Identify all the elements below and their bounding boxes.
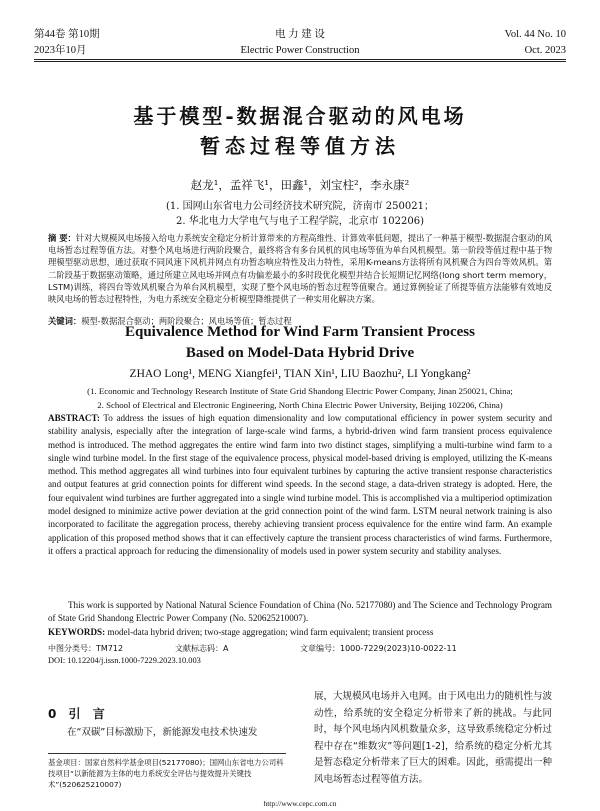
- header-journal-cn: 电 力 建 设: [275, 29, 325, 40]
- affiliation-en-2: 2. School of Electrical and Electronic Engineering, North China Electric Power University, Beijing 102206, China): [97, 400, 503, 410]
- header-journal-en: Electric Power Construction: [240, 45, 360, 56]
- header-volume-en: Vol. 44 No. 10: [504, 29, 566, 40]
- body-left-paragraph: 在“双碳”目标激励下，新能源发电技术快速发: [67, 727, 258, 738]
- header-volume-cn: 第44卷 第10期: [34, 29, 100, 40]
- keywords-en-text: model-data hybrid driven; two-stage aggregation; wind farm equivalent; transient process: [105, 627, 434, 637]
- abstract-en-text: To address the issues of high equation dimensionality and low computational efficiency in power system security and stability analysis, especially after the integration of large-scale wind farms, a hybrid-driven wind farm transient process equivalence method is introduced. The method aggregates the entire wind farm into two distinct stages, simplifying a multi-turbine wind farm to a single wind turbine model. In the first stage of the equivalence process, physical model-based driving is employed, utilizing the K-means method. This method aggregates all wind turbines into four equivalent turbines by capturing the active transient response characteristics and output features at grid connection points for different wind speeds. In the second stage, a data-driven strategy is adopted. Here, the four equivalent wind turbines are further aggregated into a single wind turbine model. This is accomplished via a multiperiod optimization model designed to minimize active power deviation at the grid connection point of the wind farm. LSTM neural network training is also incorporated to facilitate the aggregation process, thereby achieving transient process equivalence for the entire wind farm. An example application of this proposed method shows that it can effectively capture the transient process characteristics of wind farms. Furthermore, it offers a practical approach for reducing the dimensionality of models used in power system security and stability analyses.: [48, 413, 552, 556]
- authors-cn: 赵龙¹，孟祥飞¹，田鑫¹，刘宝柱²，李永康²: [190, 178, 410, 192]
- title-cn-line2: 暂态过程等值方法: [200, 134, 400, 158]
- abstract-cn: [48, 232, 552, 305]
- journal-website: http://www.cepc.com.cn: [263, 799, 337, 808]
- affiliation-cn-1: (1. 国网山东省电力公司经济技术研究院，济南市 250021；: [166, 201, 434, 212]
- title-cn-line1: 基于模型-数据混合驱动的风电场: [133, 104, 467, 128]
- keywords-en: [48, 626, 552, 639]
- title-en-line2: Based on Model-Data Hybrid Drive: [185, 345, 415, 361]
- abstract-en-label: ABSTRACT:: [48, 413, 100, 423]
- affiliation-en-1: (1. Economic and Technology Research Institute of State Grid Shandong Electric Power Company, Jinan 250021, China;: [87, 386, 513, 396]
- abstract-cn-label: 摘 要：: [48, 233, 76, 243]
- funding-footnote-cn: 基金项目：国家自然科学基金项目(52177080)；国网山东省电力公司科技项目“以新能源为主体的电力系统安全评估与提效提升关键技术”(520625210007): [48, 758, 284, 789]
- title-en-line1: Equivalence Method for Wind Farm Transient Process: [124, 324, 475, 340]
- meta-doi: DOI: 10.12204/j.issn.1000-7229.2023.10.003: [48, 656, 201, 665]
- footnote-rule: [48, 753, 286, 754]
- header-date-cn: 2023年10月: [34, 45, 87, 56]
- funding-en: This work is supported by National Natural Science Foundation of China (No. 52177080) and The Science and Technology Program of State Grid Shandong Electric Power Company (No. 520625210007).: [48, 600, 552, 624]
- abstract-en: [48, 412, 552, 558]
- meta-doc-code: 文献标志码：A: [175, 644, 229, 653]
- keywords-cn-text: 模型-数据混合驱动；两阶段聚合；风电场等值；暂态过程: [81, 316, 292, 326]
- header-date-en: Oct. 2023: [524, 45, 566, 56]
- keywords-cn-label: 关键词：: [48, 316, 82, 326]
- authors-en: ZHAO Long¹, MENG Xiangfei¹, TIAN Xin¹, LIU Baozhu², LI Yongkang²: [129, 368, 471, 380]
- section-heading-introduction: 0 引 言: [48, 707, 109, 721]
- header-rule-top: [34, 59, 566, 60]
- keywords-en-label: KEYWORDS:: [48, 627, 106, 637]
- affiliation-cn-2: 2. 华北电力大学电气与电子工程学院，北京市 102206): [176, 216, 424, 227]
- body-right-paragraph: 展，大规模风电场并入电网。由于风电出力的随机性与波动性，给系统的安全稳定分析带来了新的挑战。与此同时，每个风电场内风机数量众多，这导致系统稳定分析过程中存在“维数灾”等问题[1-2]，给系统的稳定分析尤其是暂态稳定分析带来了巨大的困难。因此，亟需提出一种风电场暂态过程等值方法。: [314, 691, 552, 785]
- abstract-cn-text: 针对大规模风电场接入给电力系统安全稳定分析计算带来的方程高维性、计算效率低问题，提出了一种基于模型-数据混合驱动的风电场暂态过程等值方法。对整个风电场进行两阶段聚合，最终将含有多台风机的风电场等值为单台风机模型。第一阶段等值过程中基于物理模型驱动思想，通过获取不同风速下风机并网点有功暂态响应特性及出力特性，采用K-means方法将所有风机聚合为四台等效风机。第二阶段基于数据驱动策略，通过所建立风电场并网点有功偏差最小的多时段优化模型并结合长短期记忆网络(long short term memory，LSTM)训练，将四台等效风机聚合为单台风机模型，实现了整个风电场的暂态过程等值聚合。通过算例验证了所提等值方法能够有效地反映风电场的暂态过程特性，为电力系统安全稳定分析模型降维提供了一种实用化解决方案。: [48, 233, 553, 305]
- header-rule-bottom: [34, 61, 566, 62]
- meta-clc: 中图分类号：TM712: [48, 644, 124, 653]
- meta-article-number: 文章编号：1000-7229(2023)10-0022-11: [300, 644, 457, 653]
